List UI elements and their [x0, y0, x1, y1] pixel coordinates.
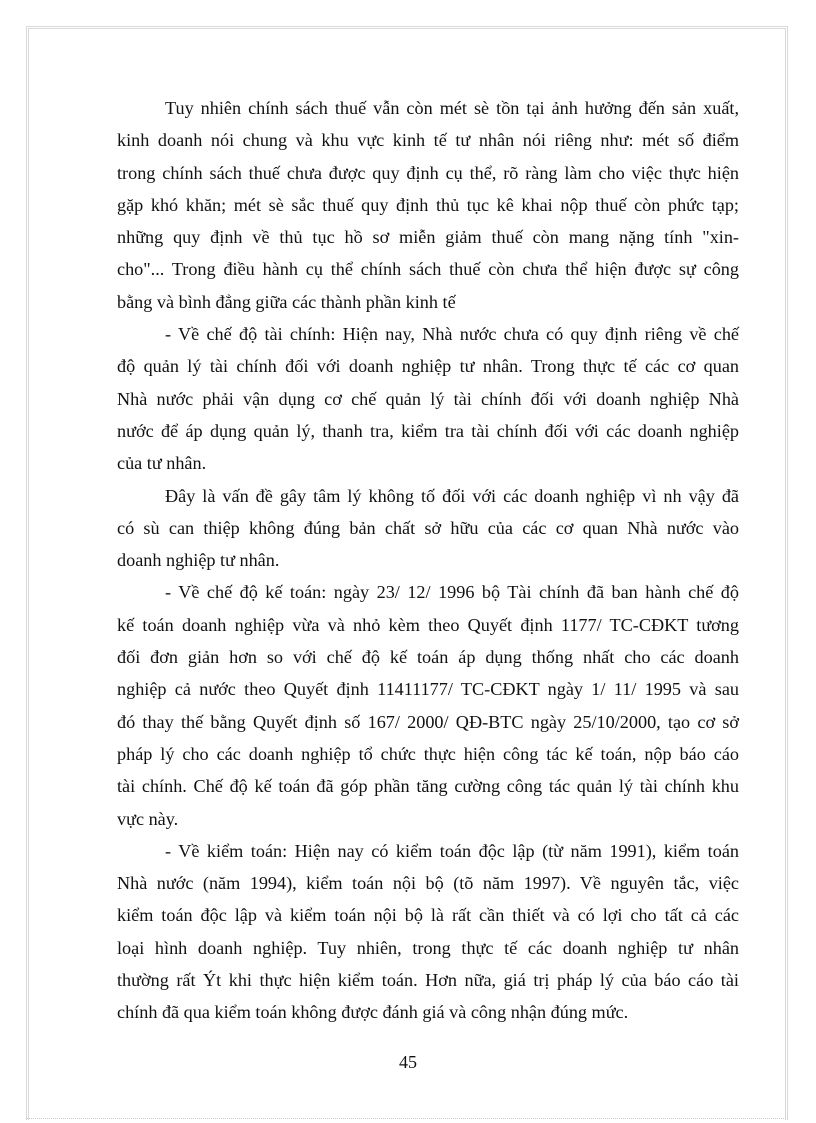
text-line: - Về kiểm toán: Hiện nay có kiểm toán độc lập (từ năm 1991), kiểm toán	[165, 840, 739, 861]
text-line: đối đơn giản hơn so với chế độ kế toán áp dụng thống nhất cho các doanh	[117, 647, 739, 668]
bottom-dotted-rule	[26, 1118, 788, 1119]
text-line: Nhà nước phải vận dụng cơ chế quản lý tài chính đối với doanh nghiệp Nhà	[117, 388, 739, 409]
paragraph	[117, 576, 739, 834]
body-text	[117, 92, 739, 1029]
text-line: những quy định về thủ tục hồ sơ miễn giảm thuế còn mang nặng tính "xin-	[117, 227, 739, 248]
paragraph	[117, 480, 739, 577]
text-line: có sù can thiệp không đúng bản chất sở hữu của các cơ quan Nhà nước vào	[117, 517, 739, 538]
text-line: pháp lý cho các doanh nghiệp tổ chức thực hiện công tác kế toán, nộp báo cáo	[117, 743, 739, 764]
text-line: Tuy nhiên chính sách thuế vẫn còn mét sè tồn tại ảnh hưởng đến sản xuất,	[165, 98, 739, 118]
text-line: vực này.	[117, 808, 179, 829]
text-line: độ quản lý tài chính đối với doanh nghiệp tư nhân. Trong thực tế các cơ quan	[117, 356, 739, 377]
text-line: doanh nghiệp tư nhân.	[117, 550, 280, 571]
text-line: bằng và bình đẳng giữa các thành phần kinh tế	[117, 291, 456, 312]
text-line: Đây là vấn đề gây tâm lý không tố đối với các doanh nghiệp vì nh vậy đã	[165, 485, 739, 506]
paragraph	[117, 92, 739, 318]
text-line: loại hình doanh nghiệp. Tuy nhiên, trong thực tế các doanh nghiệp tư nhân	[117, 937, 739, 958]
text-line: kinh doanh nói chung và khu vực kinh tế tư nhân nói riêng như: mét số điểm	[117, 130, 739, 151]
text-line: kiểm toán độc lập và kiểm toán nội bộ là rất cần thiết và có lợi cho tất cả các	[117, 905, 739, 926]
text-line: trong chính sách thuế chưa được quy định cụ thể, rõ ràng làm cho việc thực hiện	[117, 162, 739, 183]
text-line: thường rất Ýt khi thực hiện kiểm toán. Hơn nữa, giá trị pháp lý của báo cáo tài	[117, 970, 739, 991]
text-line: đó thay thế bằng Quyết định số 167/ 2000/ QĐ-BTC ngày 25/10/2000, tạo cơ sở	[117, 711, 739, 732]
text-line: gặp khó khăn; mét sè sắc thuế quy định thủ tục kê khai nộp thuế còn phức tạp;	[117, 194, 739, 215]
page-number: 45	[399, 1052, 417, 1072]
text-line: của tư nhân.	[117, 453, 207, 474]
paragraph	[117, 835, 739, 1029]
text-line: - Về chế độ kế toán: ngày 23/ 12/ 1996 bộ Tài chính đã ban hành chế độ	[165, 582, 739, 603]
text-line: kế toán doanh nghiệp vừa và nhỏ kèm theo Quyết định 1177/ TC-CĐKT tương	[117, 614, 739, 635]
text-line: - Về chế độ tài chính: Hiện nay, Nhà nước chưa có quy định riêng về chế	[165, 324, 739, 345]
text-line: cho"... Trong điều hành cụ thể chính sách thuế còn chưa thể hiện được sự công	[117, 259, 739, 280]
text-line: nghiệp cả nước theo Quyết định 11411177/ TC-CĐKT ngày 1/ 11/ 1995 và sau	[117, 679, 739, 700]
text-line: tài chính. Chế độ kế toán đã góp phần tăng cường công tác quản lý tài chính khu	[117, 776, 739, 797]
paragraph	[117, 318, 739, 479]
text-line: Nhà nước (năm 1994), kiểm toán nội bộ (tõ năm 1997). Về nguyên tắc, việc	[117, 873, 739, 894]
text-line: nước để áp dụng quản lý, thanh tra, kiểm tra tài chính đối với các doanh nghiệp	[117, 420, 739, 441]
text-line: chính đã qua kiểm toán không được đánh giá và công nhận đúng mức.	[117, 1002, 629, 1023]
